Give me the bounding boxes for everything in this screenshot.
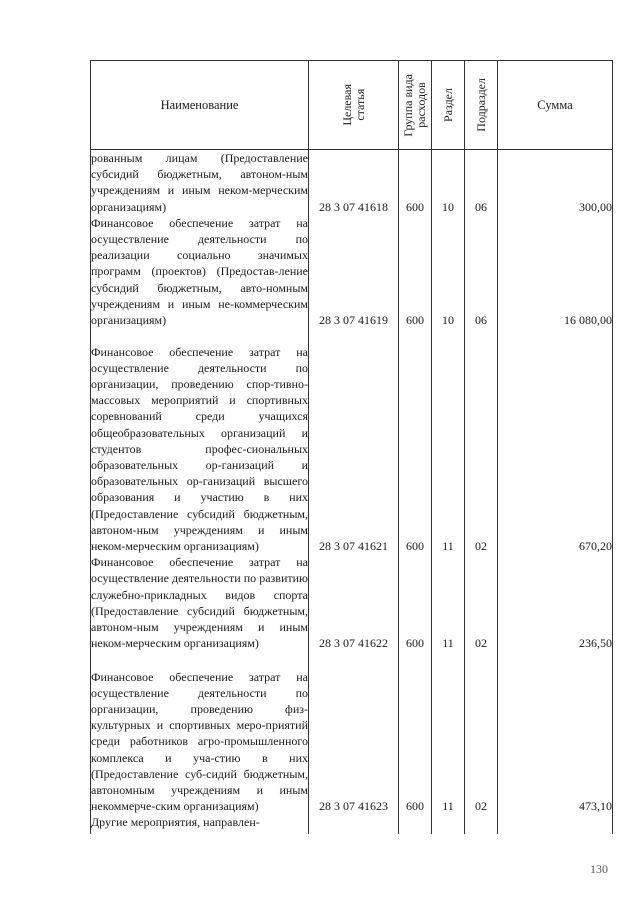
column-header-group-label: Группа вида расходов — [401, 73, 428, 137]
row-name: рованным лицам (Предоставление субсидий бюджетным, автоном-ным учреждениям и иным неком-мерческим организациям) — [91, 151, 308, 214]
row-subsection: 02 — [465, 328, 498, 554]
row-sum: 236,50 — [498, 554, 613, 651]
row-section — [432, 814, 465, 834]
row-target-code: 28 3 07 41621 — [309, 328, 399, 554]
row-name: Финансовое обеспечение затрат на осуществление деятельности по развитию служебно-прикладных видов спорта (Предоставление субсидий бюджетным, автоном-ным учреждениям и иным неком-мерческим организациям) — [91, 555, 308, 651]
row-subsection — [465, 814, 498, 834]
row-section: 10 — [432, 150, 465, 215]
row-target-code: 28 3 07 41622 — [309, 554, 399, 651]
table-row — [91, 328, 613, 554]
row-name: Финансовое обеспечение затрат на осуществление деятельности по организации, проведению физ-культурных и спортивных меро-приятий среди работников агро-промышленного комплекса и уча-стию в них (Предоставление суб-сидий бюджетным, автономным учреждениям и иным некоммерче-ским организациям) — [91, 651, 309, 814]
row-section: 11 — [432, 554, 465, 651]
table-row — [91, 651, 613, 814]
row-section: 10 — [432, 215, 465, 328]
table-row — [91, 215, 613, 328]
budget-table — [90, 60, 613, 834]
table-row — [91, 554, 613, 651]
row-section: 11 — [432, 328, 465, 554]
row-target-code: 28 3 07 41619 — [309, 215, 399, 328]
page-number: 130 — [590, 862, 608, 876]
column-header-sum: Сумма — [498, 61, 613, 150]
column-header-section — [432, 61, 465, 150]
row-group: 600 — [399, 215, 432, 328]
row-section: 11 — [432, 651, 465, 814]
table-row — [91, 814, 613, 834]
row-subsection: 02 — [465, 554, 498, 651]
row-group: 600 — [399, 651, 432, 814]
row-sum — [498, 814, 613, 834]
table-header-row — [91, 61, 613, 150]
row-group: 600 — [399, 150, 432, 215]
row-target-code — [309, 814, 399, 834]
row-sum: 473,10 — [498, 651, 613, 814]
row-sum: 300,00 — [498, 150, 613, 215]
row-name: Другие мероприятия, направлен- — [91, 814, 309, 834]
row-sum: 670,20 — [498, 328, 613, 554]
column-header-group — [399, 61, 432, 150]
row-subsection: 06 — [465, 215, 498, 328]
table-row — [91, 150, 613, 215]
row-subsection: 02 — [465, 651, 498, 814]
row-group — [399, 814, 432, 834]
column-header-target — [309, 61, 399, 150]
row-group: 600 — [399, 328, 432, 554]
column-header-name: Наименование — [91, 61, 309, 150]
row-target-code: 28 3 07 41623 — [309, 651, 399, 814]
column-header-subsection — [465, 61, 498, 150]
row-name: Финансовое обеспечение затрат на осуществление деятельности по организации, проведению спор-тивно-массовых мероприятий и спортивных соревнований среди учащихся общеобразовательных организаций и студентов профес-сиональных образовательных ор-ганизаций и образовательных ор-ганизаций высшего образования и участию в них (Предоставление субсидий бюджетным, автоном-ным учреждениям и иным неком-мерческим организациям) — [91, 328, 309, 554]
row-group: 600 — [399, 554, 432, 651]
column-header-target-label: Целевая статья — [339, 84, 367, 126]
column-header-subsection-label: Подраздел — [473, 78, 488, 132]
row-subsection: 06 — [465, 150, 498, 215]
row-target-code: 28 3 07 41618 — [309, 150, 399, 215]
row-name: Финансовое обеспечение затрат на осуществление деятельности по реализации социально значимых программ (проектов) (Предостав-ление субсидий бюджетным, авто-номным учреждениям и иным не-коммерческим организациям) — [91, 215, 308, 328]
column-header-section-label: Раздел — [440, 88, 455, 122]
row-sum: 16 080,00 — [498, 215, 613, 328]
